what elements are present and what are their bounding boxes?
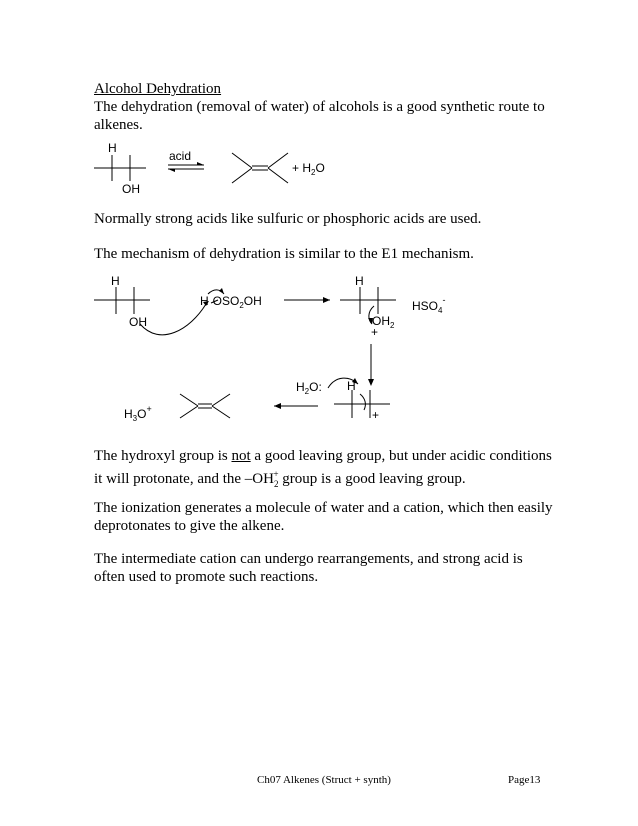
scheme1-water-product: + $H_2O$ [292, 161, 325, 177]
scheme2-protonated-h: H [355, 274, 364, 288]
scheme2-counter-ion: $HSO_4^-$ [412, 295, 446, 315]
scheme2-water: $H_2O$: [296, 380, 322, 396]
scheme2-alcohol-oh: OH [129, 315, 147, 329]
paragraph-ionization: The ionization generates a molecule of water and a cation, which then easily deprotonates to give the alkene. [94, 500, 553, 534]
intro-paragraph: The dehydration (removal of water) of alcohols is a good synthetic route to alkenes. [94, 99, 545, 133]
scheme2-acid: H $OSO_2OH$ [200, 294, 262, 310]
paragraph-rearrangement: The intermediate cation can undergo rearrangements, and strong acid is often used to promote such reactions. [94, 551, 523, 585]
paragraph-acids: Normally strong acids like sulfuric or phosphoric acids are used. [94, 211, 482, 227]
footer-page-number: Page13 [508, 774, 541, 786]
scheme1-h-label: H [108, 141, 117, 155]
overall-reaction-scheme [0, 140, 638, 200]
scheme2-cation-h: H [347, 379, 356, 393]
scheme2-protonated-oh2: $OH_2$ [372, 314, 395, 330]
scheme1-oh-label: OH [122, 182, 140, 196]
scheme1-reagent: acid [169, 149, 192, 163]
e1-mechanism-scheme [0, 272, 638, 432]
footer-chapter: Ch07 Alkenes (Struct + synth) [257, 774, 391, 786]
intro-block [94, 80, 554, 134]
section-title: Alcohol Dehydration [94, 81, 222, 97]
scheme2-cation-plus: + [372, 408, 380, 422]
scheme2-hydronium: $H_3O^+$ [124, 404, 152, 423]
scheme2-alcohol-h: H [111, 274, 120, 288]
paragraph-leaving-group: The hydroxyl group is not a good leaving group, but under acidic conditions it will protonate, and the $-OH_2^+$ group is a good leaving group. [94, 448, 552, 489]
scheme2-protonated-plus: + [371, 325, 379, 339]
paragraph-mechanism: The mechanism of dehydration is similar to the E1 mechanism. [94, 246, 474, 262]
